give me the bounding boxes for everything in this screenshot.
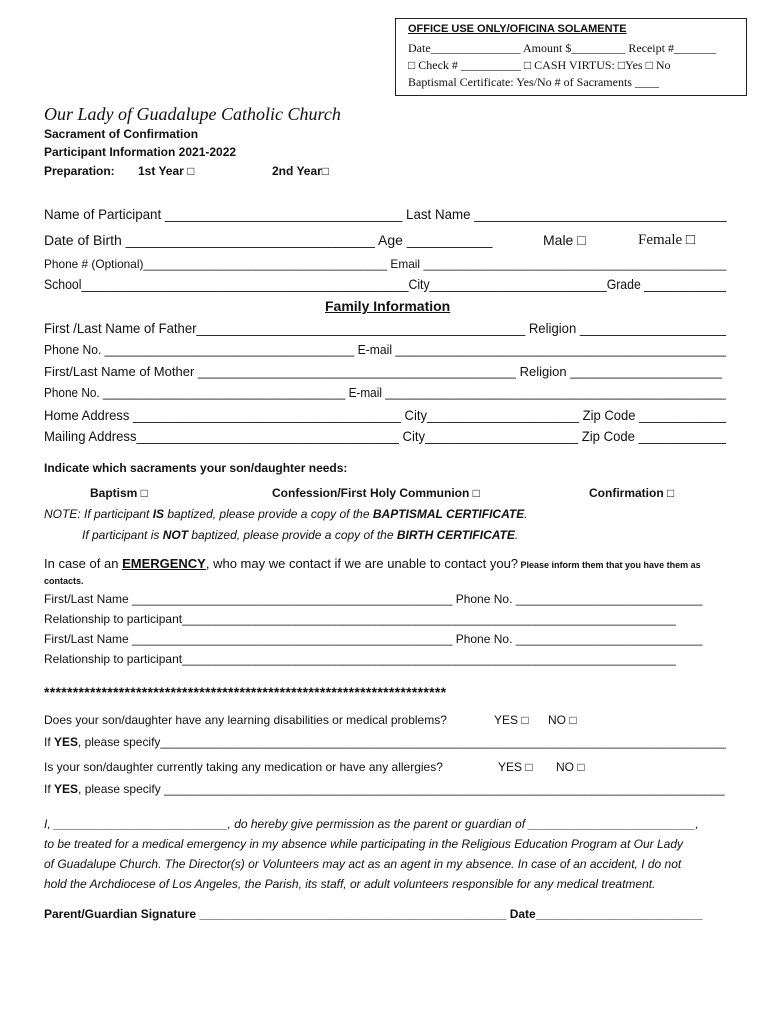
consent-line-2: to be treated for a medical emergency in my absence while participating in the Religious Education Program at Our Lady xyxy=(44,837,684,851)
medication-question: Is your son/daughter currently taking any medication or have any allergies? xyxy=(44,760,443,774)
participant-name-field[interactable]: Name of Participant ________________________________ Last Name __________________________________ xyxy=(44,206,727,222)
medication-specify-field[interactable]: If YES, please specify ____________________________________________________________________________________ xyxy=(44,782,725,796)
contact2-name-field[interactable]: First/Last Name ________________________________________________ Phone No. ____________________________ xyxy=(44,632,703,646)
office-line-check: □ Check # __________ □ CASH VIRTUS: □Yes □ No xyxy=(408,58,671,72)
family-info-heading: Family Information xyxy=(325,298,451,314)
medication-yes-checkbox[interactable]: YES □ xyxy=(498,760,533,774)
father-phone-field[interactable]: Phone No. _____________________________________ E-mail _________________________________________________ xyxy=(44,342,726,357)
phone-email-field[interactable]: Phone # (Optional)_____________________________________ Email ______________________________________________ xyxy=(44,257,727,271)
mother-field[interactable]: First/Last Name of Mother ____________________________________________ Religion _____________________ xyxy=(44,364,723,379)
not-baptized-note: If participant is NOT baptized, please provide a copy of the BIRTH CERTIFICATE. xyxy=(82,528,519,542)
medical-no-checkbox[interactable]: NO □ xyxy=(548,713,577,727)
emergency-contacts-word: contacts. xyxy=(44,576,84,586)
contact1-relationship-field[interactable]: Relationship to participant__________________________________________________________________________ xyxy=(44,612,676,626)
year2-checkbox[interactable]: 2nd Year□ xyxy=(272,164,330,178)
church-name: Our Lady of Guadalupe Catholic Church xyxy=(44,104,341,124)
consent-line-3: of Guadalupe Church. The Director(s) or Volunteers may act as an agent in my absence. In case of an accident, I do not xyxy=(44,857,682,871)
baptism-checkbox[interactable]: Baptism □ xyxy=(90,486,148,500)
medical-yes-checkbox[interactable]: YES □ xyxy=(494,713,529,727)
father-field[interactable]: First /Last Name of Father_____________________________________________ Religion ____________________ xyxy=(44,320,726,336)
year1-checkbox[interactable]: 1st Year □ xyxy=(138,164,195,178)
participant-info-title: Participant Information 2021-2022 xyxy=(44,145,237,159)
contact2-relationship-field[interactable]: Relationship to participant__________________________________________________________________________ xyxy=(44,652,676,666)
contact1-name-field[interactable]: First/Last Name ________________________________________________ Phone No. ____________________________ xyxy=(44,592,703,606)
consent-line-1[interactable]: I, __________________________, do hereby give permission as the parent or guardian of _________________________, xyxy=(44,817,699,831)
male-checkbox[interactable]: Male □ xyxy=(543,232,586,248)
medical-specify-field[interactable]: If YES, please specify_____________________________________________________________________________________ xyxy=(44,735,726,749)
signature-field[interactable]: Parent/Guardian Signature ______________________________________________ Date_________________________ xyxy=(44,907,703,921)
office-line-certificate: Baptismal Certificate: Yes/No # of Sacraments ____ xyxy=(408,75,659,89)
sacrament-title: Sacrament of Confirmation xyxy=(44,127,199,141)
confirmation-checkbox[interactable]: Confirmation □ xyxy=(589,486,675,500)
asterisk-divider: ********************************************************************** xyxy=(44,684,447,700)
mailing-address-field[interactable]: Mailing Address____________________________________ City_____________________ Zip Code ____________ xyxy=(44,428,727,444)
medication-no-checkbox[interactable]: NO □ xyxy=(556,760,585,774)
office-title: OFFICE USE ONLY/OFICINA SOLAMENTE xyxy=(408,23,627,35)
school-field[interactable]: School________________________________________________City__________________________Grade ____________ xyxy=(44,276,726,292)
consent-line-4: hold the Archdiocese of Los Angeles, the Parish, its staff, or adult volunteers responsible for any medical treatment. xyxy=(44,877,656,891)
medical-question: Does your son/daughter have any learning disabilities or medical problems? xyxy=(44,713,447,727)
preparation-label: Preparation: xyxy=(44,164,115,178)
office-line-date: Date_______________ Amount $_________ Receipt #_______ xyxy=(408,41,716,55)
dob-age-field[interactable]: Date of Birth ________________________________ Age ___________ xyxy=(44,232,493,248)
mother-phone-field[interactable]: Phone No. _____________________________________ E-mail ____________________________________________________ xyxy=(44,385,726,400)
emergency-question: In case of an EMERGENCY, who may we contact if we are unable to contact you? Please inform them that you have them as xyxy=(44,556,701,571)
female-checkbox[interactable]: Female □ xyxy=(638,232,695,248)
home-address-field[interactable]: Home Address _____________________________________ City_____________________ Zip Code ____________ xyxy=(44,407,726,423)
baptized-note: NOTE: If participant IS baptized, please provide a copy of the BAPTISMAL CERTIFICATE. xyxy=(44,507,528,521)
office-use-box xyxy=(395,18,747,96)
sacraments-heading: Indicate which sacraments your son/daughter needs: xyxy=(44,461,348,475)
communion-checkbox[interactable]: Confession/First Holy Communion □ xyxy=(272,486,480,500)
